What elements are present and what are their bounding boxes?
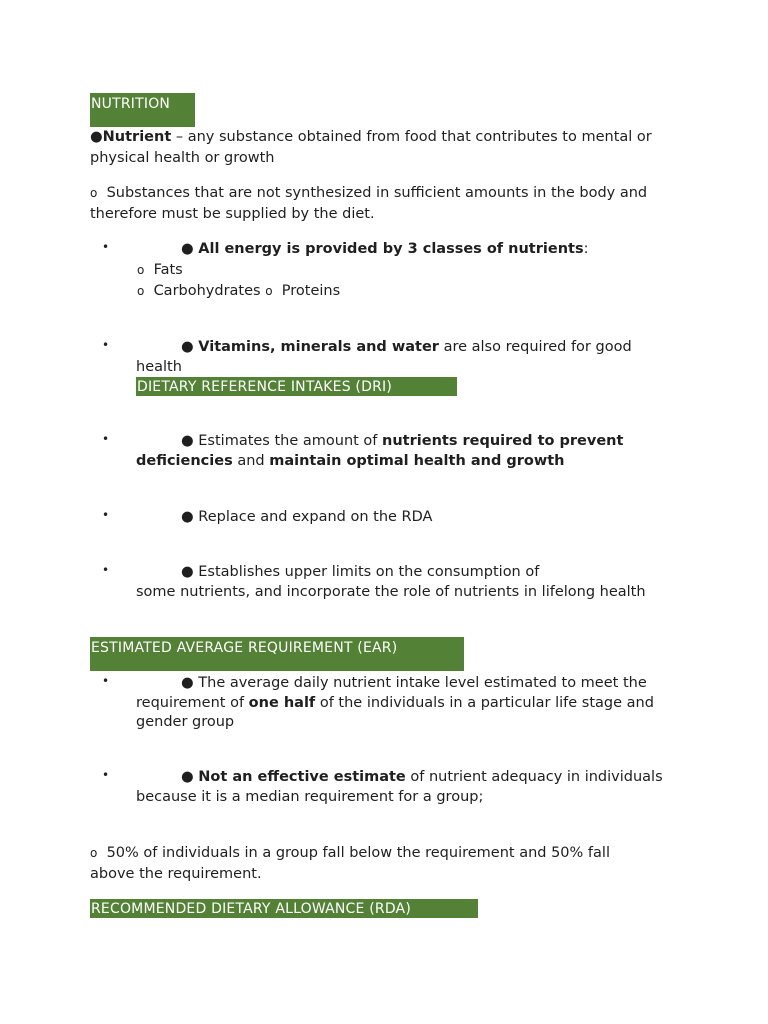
fats-label: Fats [153, 262, 183, 278]
bullet-dot: ● [181, 564, 194, 580]
estimates-mid: and [232, 453, 270, 469]
list-bullet: • [102, 240, 110, 254]
estimates-bold1: nutrients required to prevent [382, 433, 624, 449]
vitamins-item [181, 337, 632, 357]
estimates-bold3: maintain optimal health and growth [269, 453, 565, 469]
average-line2 [136, 693, 654, 713]
circle-marker: o [137, 284, 145, 298]
bullet-dot: ● [181, 769, 194, 785]
average-line1: The average daily nutrient intake level estimated to meet the [198, 675, 647, 691]
nutrient-definition [90, 127, 652, 147]
carbs-proteins-item [137, 281, 340, 301]
bullet-dot: ● [181, 675, 194, 691]
section-heading-ear: ESTIMATED AVERAGE REQUIREMENT (EAR) [90, 637, 464, 671]
vitamins-rest: are also required for good [438, 339, 632, 355]
energy-colon: : [583, 241, 589, 257]
list-bullet: • [102, 432, 110, 446]
fifty-paragraph [90, 843, 610, 863]
average-rest2: of the individuals in a particular life stage and [315, 695, 654, 711]
bullet-dot: ● [181, 241, 194, 257]
section-heading-dri: DIETARY REFERENCE INTAKES (DRI) [136, 377, 457, 396]
average-pre2: requirement of [136, 695, 249, 711]
estimates-pre: Estimates the amount of [198, 433, 383, 449]
substances-line2: therefore must be supplied by the diet. [90, 206, 375, 222]
estimates-item [181, 431, 623, 451]
bullet-dot: ● [90, 129, 103, 145]
average-bold: one half [248, 695, 316, 711]
effective-rest: of nutrient adequacy in individuals [405, 769, 663, 785]
list-bullet: • [102, 508, 110, 522]
circle-marker: o [137, 263, 145, 277]
average-line3: gender group [136, 714, 235, 730]
estimates-bold2: deficiencies [136, 453, 233, 469]
list-bullet: • [102, 563, 110, 577]
nutrient-def-text: – any substance obtained from food that contributes to mental or [171, 129, 652, 145]
substances-paragraph [90, 183, 647, 203]
fats-item [137, 260, 183, 280]
list-bullet: • [102, 768, 110, 782]
upper-line2: some nutrients, and incorporate the role of nutrients in lifelong health [136, 584, 646, 600]
circle-marker: o [90, 846, 98, 860]
fifty-line1: 50% of individuals in a group fall below the requirement and 50% fall [106, 845, 610, 861]
circle-marker: o [90, 186, 98, 200]
upper-line1: Establishes upper limits on the consumption of [198, 564, 540, 580]
vitamins-bold: Vitamins, minerals and water [198, 339, 439, 355]
energy-item [181, 239, 588, 259]
fifty-line2: above the requirement. [90, 866, 262, 882]
carbs-label: Carbohydrates [153, 283, 261, 299]
effective-bold: Not an effective estimate [198, 769, 406, 785]
list-bullet: • [102, 674, 110, 688]
energy-bold: All energy is provided by 3 classes of nutrients [198, 241, 584, 257]
vitamins-line2: health [136, 359, 182, 375]
proteins-label: Proteins [281, 283, 341, 299]
circle-marker: o [265, 284, 273, 298]
upper-item [181, 562, 539, 582]
substances-line1: Substances that are not synthesized in sufficient amounts in the body and [106, 185, 648, 201]
list-bullet: • [102, 338, 110, 352]
nutrient-term: Nutrient [102, 129, 172, 145]
bullet-dot: ● [181, 509, 194, 525]
section-heading-nutrition: NUTRITION [90, 93, 195, 127]
average-item [181, 673, 647, 693]
bullet-dot: ● [181, 433, 194, 449]
replace-text: Replace and expand on the RDA [198, 509, 433, 525]
bullet-dot: ● [181, 339, 194, 355]
effective-line2: because it is a median requirement for a group; [136, 789, 484, 805]
estimates-line2 [136, 451, 565, 471]
nutrient-def-line2: physical health or growth [90, 150, 275, 166]
section-heading-rda: RECOMMENDED DIETARY ALLOWANCE (RDA) [90, 899, 478, 918]
effective-item [181, 767, 663, 787]
replace-item [181, 507, 432, 527]
